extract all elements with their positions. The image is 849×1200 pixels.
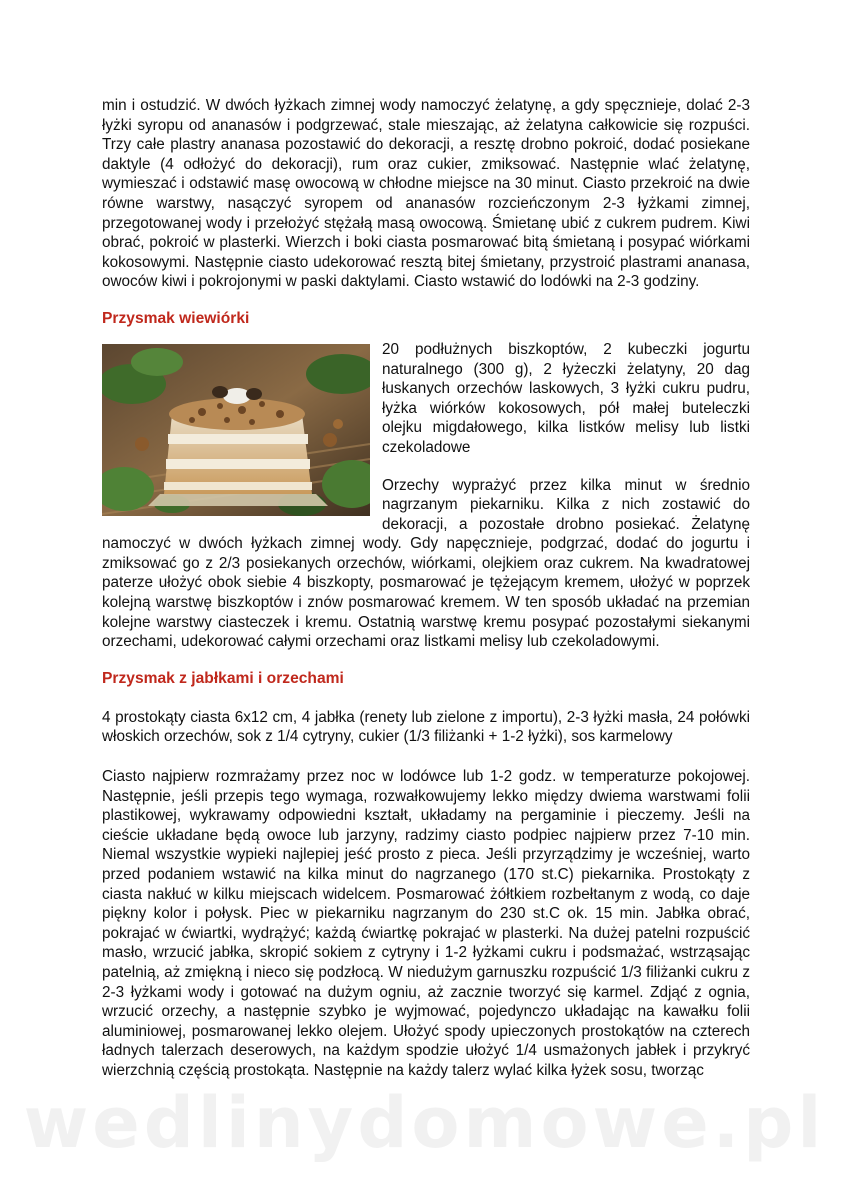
recipe-1-method: Orzechy wyprażyć przez kilka minut w średnio nagrzanym piekarniku. Kilka z nich zostawić do dekoracji, a pozostałe drobno posiekać. Żelatynę namoczyć w dwóch łyżkach zimnej wody. Gdy napęcznieje, podgrzać, dodać do jogurtu i zmiksować go z 2/3 posiekanych orzechów, wiórkami, olejkiem oraz cukrem. Na kwadratowej paterze ułożyć obok siebie 4 biszkopty, posmarować je tężejącym kremem, ułożyć w poprzek kolejną warstwę biszkoptów i znów posmarować kremem. W ten sposób układać na przemian kolejne warstwy ciasteczek i kremu. Ostatnią warstwę kremu posypać pozostałymi siekanymi orzechami, udekorować całymi orzechami oraz listkami melisy lub czekoladowymi. [102,476,750,651]
recipe-2-ingredients: 4 prostokąty ciasta 6x12 cm, 4 jabłka (renety lub zielone z importu), 2-3 łyżki masła, 24 połówki włoskich orzechów, sok z 1/4 cytryny, cukier (1/3 filiżanki + 1-2 łyżki), sos karmelowy [102,708,750,746]
recipe-2-title: Przysmak z jabłkami i orzechami [102,669,344,687]
recipe-1-title: Przysmak wiewiórki [102,309,250,327]
recipe-1-body [102,340,750,652]
spacer [102,747,750,767]
site-watermark: wedlinydomowe.pl [23,1082,826,1164]
spacer [102,688,750,708]
recipe-1-ingredients: 20 podłużnych biszkoptów, 2 kubeczki jogurtu naturalnego (300 g), 2 łyżeczki żelatyny, 20 dag łuskanych orzechów laskowych, 3 łyżki cukru pudru, łyżka wiórków kokosowych, pół małej buteleczki olejku migdałowego, kilka listków melisy lub listki czekoladowe [382,340,750,456]
intro-paragraph: min i ostudzić. W dwóch łyżkach zimnej wody namoczyć żelatynę, a gdy spęcznieje, dolać 2-3 łyżki syropu od ananasów i podgrzewać, stale mieszając, aż żelatyna całkowicie się rozpuści. Trzy całe plastry ananasa pozostawić do dekoracji, a resztę drobno pokroić, dodać posiekane daktyle (4 odłożyć do dekoracji), rum oraz cukier, zmiksować. Następnie wlać żelatynę, wymieszać i odstawić masę owocową w chłodne miejsce na 30 minut. Ciasto przekroić na dwie równe warstwy, nasączyć syropem od ananasów rozcieńczonym 2-3 łyżkami zimnej, przegotowanej wody i przełożyć stężałą masą owocową. Śmietanę ubić z cukrem pudrem. Kiwi obrać, pokroić w plasterki. Wierzch i boki ciasta posmarować bitą śmietaną i posypać wiórkami kokosowymi. Następnie ciasto udekorować resztą bitej śmietany, przystroić plastrami ananasa, owoców kiwi i pokrojonymi w paski daktylami. Ciasto wstawić do lodówki na 2-3 godziny. [102,97,750,291]
recipe-1-photo [102,344,370,516]
document-page [102,96,750,1081]
recipe-2-method: Ciasto najpierw rozmrażamy przez noc w lodówce lub 1-2 godz. w temperaturze pokojowej. Następnie, jeśli przepis tego wymaga, rozwałkowujemy lekko między dwiema warstwami folii plastikowej, wykrawamy odpowiedni kształt, układamy na pergaminie i pieczemy. Jeśli na cieście układane będą owoce lub jarzyny, radzimy ciasto podpiec najpierw przez 7-10 min. Niemal wszystkie wypieki najlepiej jeść prosto z pieca. Jeśli przyrządzimy je wcześniej, warto przed podaniem wstawić na kilka minut do nagrzanego (170 st.C) piekarnika. Prostokąty z ciasta nakłuć w kilku miejscach widelcem. Posmarować żółtkiem rozbełtanym z wodą, co daje piękny kolor i połysk. Piec w piekarniku nagrzanym do 230 st.C ok. 15 min. Jabłka obrać, pokrajać w ćwiartki, wydrążyć; każdą ćwiartkę pokrajać w plasterki. Na dużej patelni rozpuścić masło, wrzucić jabłka, skropić sokiem z cytryny i 1-2 łyżkami cukru i podsmażać, wstrząsając patelnią, aż zmiękną i nieco się podzłocą. W niedużym garnuszku rozpuścić 1/3 filiżanki cukru z 2-3 łyżkami wody i gotować na dużym ogniu, aż zacznie tworzyć się karmel. Zdjąć z ognia, wrzucić orzechy, a następnie szybko je wyjmować, pojedynczo układając na kawałku folii aluminiowej, posmarowanej lekko olejem. Ułożyć spody upieczonych prostokątów na czterech ładnych talerzach deserowych, na każdym spodzie ułożyć 1/4 usmażonych jabłek i przykryć wierzchnią częścią prostokąta. Następnie na każdy talerz wylać kilka łyżek sosu, tworząc [102,768,750,1079]
